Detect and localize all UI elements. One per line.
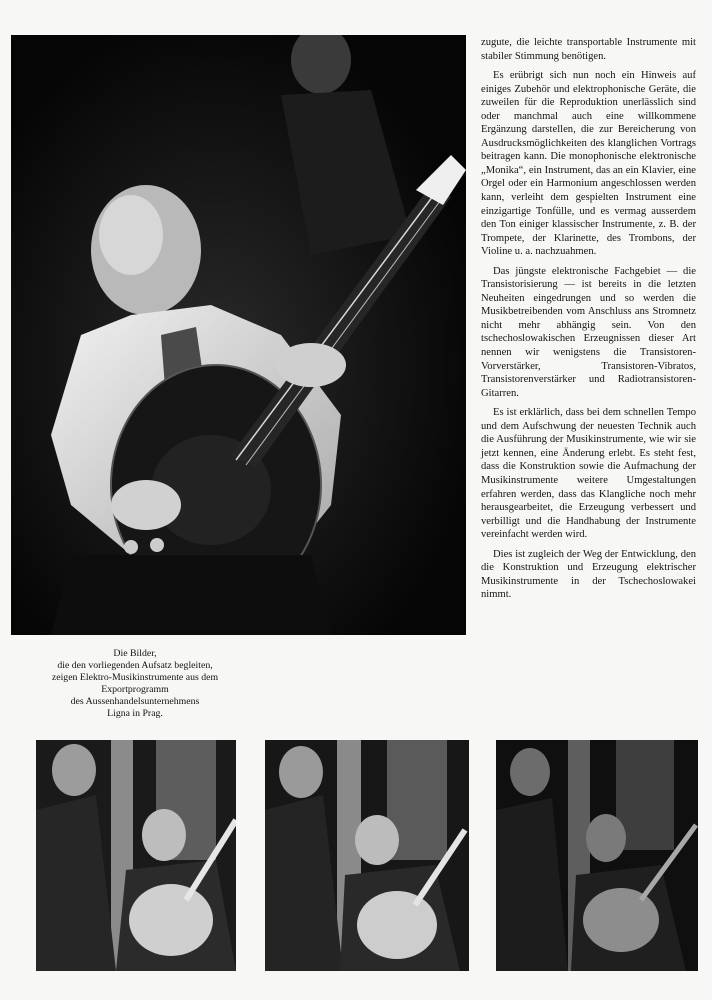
caption-line: zeigen Elektro-Musikinstrumente aus dem [51,672,219,684]
caption-line: Exportprogramm [101,684,169,696]
caption-line: Die Bilder, [113,648,157,659]
photo-caption [20,648,250,721]
thumbnail-photo-3 [496,740,698,971]
caption-line: des Aussenhandelsunternehmens [70,696,200,708]
thumbnail-photo-1 [36,740,236,971]
paragraph-3: Das jüngste elektronische Fachgebiet — die Transistorisierung — ist bereits in die letzten Neuheiten eingedrungen und so werden die Musikbetreibenden vom Anschluss ans Stromnetz nicht mehr abhängig sein. Von den tschechoslowakischen Erzeugnissen dieser Art nennen wir wenigstens die Transistoren-Vorverstärker, Transistoren-Vibratos, Transistorenverstärker und Radiotransistoren-Gitarren. [481,265,696,399]
paragraph-1: zugute, die leichte transportable Instrumente mit stabiler Stimmung benötigen. [481,37,696,62]
paragraph-4: Es ist erklärlich, dass bei dem schnellen Tempo und dem Aufschwung der neuesten Technik auch die Ausführung der Musikinstrumente, wie wir sie jetzt kennen, eine Änderung erlebt. Es steht fest, dass die Konstruktion sowie die Aufmachung der Musikinstrumente weitere Umgestaltungen erfahren werden, dass das Klangliche noch mehr herausgearbeitet, die Erzeugung verbessert und verbilligt und die Handhabung der Instrumente vereinfacht werden wird. [481,407,696,541]
caption-line: die den vorliegenden Aufsatz begleiten, [57,660,213,672]
main-photo-guitarist [11,35,466,635]
paragraph-5: Dies ist zugleich der Weg der Entwicklung, den die Konstruktion und Erzeugung elektrischer Musikinstrumente in der Tschechoslowakei nimmt. [481,548,696,601]
article-column [481,36,696,608]
thumbnail-photo-2 [265,740,469,971]
paragraph-2: Es erübrigt sich nun noch ein Hinweis auf einiges Zubehör und elektrophonische Geräte, die zuweilen für die Reproduktion unerlässlich sind oder manchmal auch eine willkommene Ergänzung darstellen, die zur Bereicherung von Ausdrucksmöglichkeiten des klanglichen Vortrags beitragen kann. Die monophonische elektronische „Monika“, ein Instrument, das an ein Klavier, eine Orgel oder ein Harmonium angeschlossen werden kann, verleiht dem gespielten Instrument eine einzigartige Tonfülle, und es vermag ausserdem den Ton einiger klassischer Instrumente, z. B. der Trompete, der Klarinette, des Trombons, der Violine u. a. nachzuahmen. [481,70,696,258]
caption-line: Ligna in Prag. [107,708,163,720]
